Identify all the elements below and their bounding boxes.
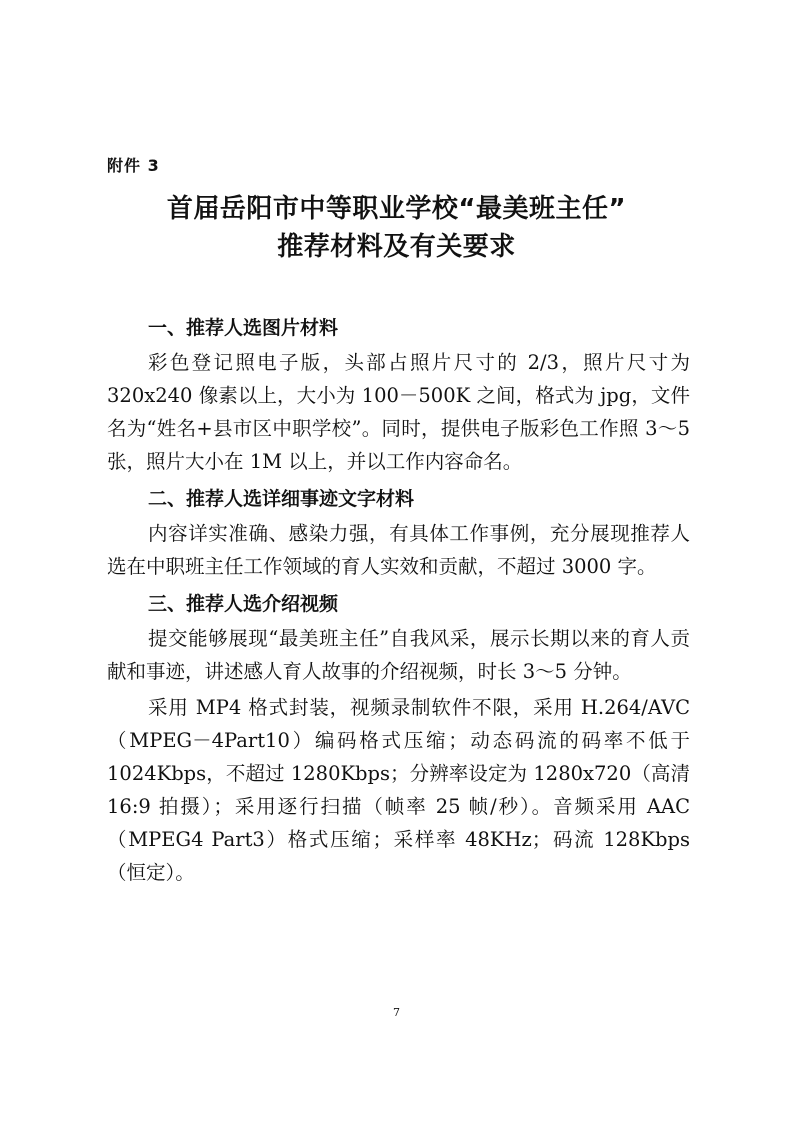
attachment-label: 附件 3 (107, 156, 160, 175)
section-paragraph: 彩色登记照电子版，头部占照片尺寸的 2/3，照片尺寸为 320x240 像素以上，大小为 100－500K 之间，格式为 jpg，文件名为“姓名+县市区中职学校”。同时，提供电子版彩色工作照 3～5 张，照片大小在 1M 以上，并以工作内容命名。 (107, 351, 690, 473)
document-title-line-1: 首届岳阳市中等职业学校“最美班主任” (166, 194, 627, 224)
section-paragraph: 内容详实准确、感染力强，有具体工作事例，充分展现推荐人选在中职班主任工作领域的育人实效和贡献，不超过 3000 字。 (107, 522, 690, 578)
document-body (107, 310, 690, 892)
section-paragraph: 提交能够展现“最美班主任”自我风采，展示长期以来的育人贡献和事迹，讲述感人育人故事的介绍视频，时长 3～5 分钟。 (107, 627, 690, 683)
section-intro-video (107, 586, 690, 889)
section-heading: 二、推荐人选详细事迹文字材料 (148, 488, 415, 510)
section-photo-materials (107, 310, 690, 478)
section-heading: 三、推荐人选介绍视频 (148, 593, 339, 615)
section-paragraph: 采用 MP4 格式封装，视频录制软件不限，采用 H.264/AVC（MPEG－4Part10）编码格式压缩；动态码流的码率不低于 1024Kbps，不超过 1280Kbps；分辨率设定为 1280x720（高清 16:9 拍摄）；采用逐行扫描（帧率 25 帧/秒）。音频采用 AAC（MPEG4 Part3）格式压缩；采样率 48KHz；码流 128Kbps （恒定）。 (107, 696, 690, 884)
section-deeds-text-materials (107, 481, 690, 583)
section-heading: 一、推荐人选图片材料 (148, 317, 339, 339)
document-title-line-2: 推荐材料及有关要求 (277, 232, 516, 262)
page-number: 7 (393, 1006, 400, 1019)
